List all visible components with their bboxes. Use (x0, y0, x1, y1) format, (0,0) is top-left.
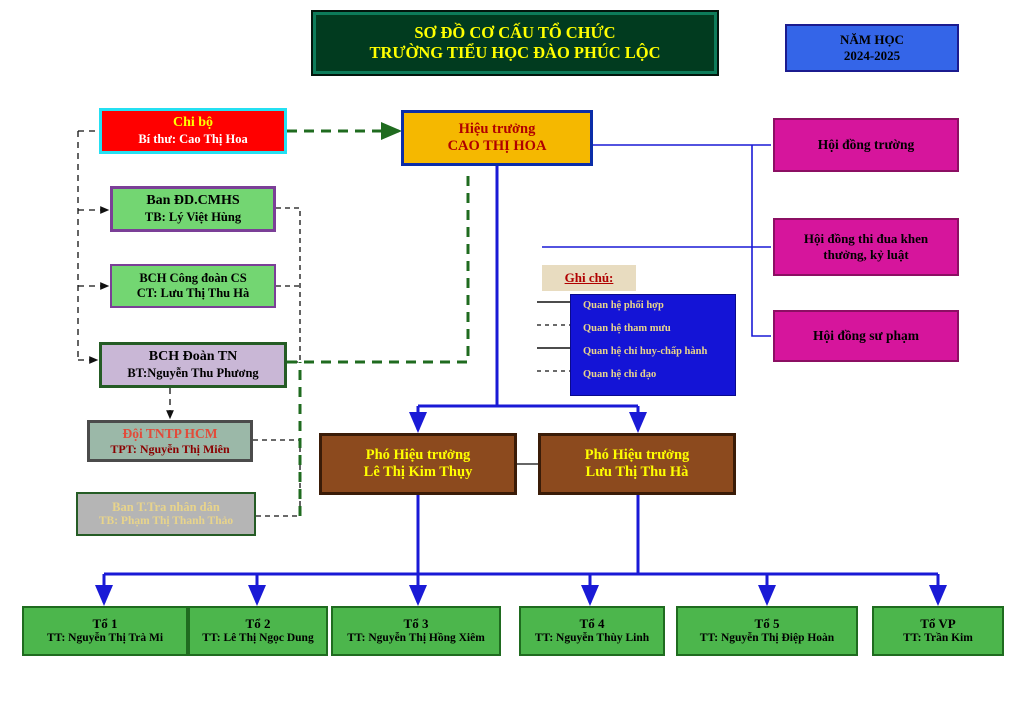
node-doi-tntp-hcm (87, 420, 253, 462)
node-to-1-person: TT: Nguyễn Thị Trà Mi (46, 631, 164, 644)
chart-title-line1: SƠ ĐỒ CƠ CẤU TỔ CHỨC (414, 23, 616, 43)
node-chi-bo-title: Chi bộ (172, 115, 214, 131)
chart-title-line2: TRƯỜNG TIỂU HỌC ĐÀO PHÚC LỘC (369, 43, 661, 62)
node-hieu-truong (401, 110, 593, 166)
legend-title: Ghi chú: (542, 265, 636, 291)
node-chi-bo (99, 108, 287, 154)
node-hieu-truong-title: Hiệu trưởng (458, 120, 536, 137)
node-doi-tntp-hcm-person: TPT: Nguyễn Thị Miên (110, 441, 230, 456)
node-to-4-title: Tổ 4 (579, 616, 605, 632)
node-to-3-person: TT: Nguyễn Thị Hồng Xiêm (347, 631, 485, 644)
legend-item-1-label: Quan hệ tham mưu (583, 322, 671, 334)
node-to-4 (519, 606, 665, 656)
node-bch-doan-tn-title: BCH Đoàn TN (148, 349, 238, 365)
node-to-5-title: Tổ 5 (754, 616, 780, 632)
node-pho-hieu-truong-2-person: Lưu Thị Thu Hà (585, 464, 689, 480)
node-to-vp-title: Tổ VP (920, 616, 956, 632)
node-pho-hieu-truong-2 (538, 433, 736, 495)
node-hoi-dong-thi-dua-line2: thưởng, kỷ luật (823, 247, 909, 262)
legend-item-0 (571, 295, 737, 317)
node-to-5-person: TT: Nguyễn Thị Điệp Hoàn (699, 631, 835, 644)
node-bch-doan-tn (99, 342, 287, 388)
legend-item-2-label: Quan hệ chỉ huy-chấp hành (583, 345, 708, 357)
node-ban-thanh-tra-person: TB: Phạm Thị Thanh Thảo (98, 514, 234, 527)
node-ban-dd-cmhs-title: Ban ĐD.CMHS (146, 193, 240, 209)
node-hoi-dong-truong-line1: Hội đồng trường (817, 136, 915, 152)
node-doi-tntp-hcm-title: Đội TNTP HCM (122, 425, 218, 441)
node-pho-hieu-truong-2-title: Phó Hiệu trưởng (584, 446, 690, 463)
node-to-1-title: Tổ 1 (92, 616, 118, 632)
node-to-vp-person: TT: Trần Kim (903, 631, 973, 644)
legend-box (570, 294, 736, 396)
node-to-5 (676, 606, 858, 656)
legend-item-0-label: Quan hệ phối hợp (583, 299, 664, 311)
node-hoi-dong-thi-dua-line1: Hội đồng thi đua khen (803, 231, 929, 247)
legend-item-1 (571, 318, 737, 340)
school-year-badge (785, 24, 959, 72)
node-to-3-title: Tổ 3 (403, 616, 429, 632)
node-hieu-truong-person: CAO THỊ HOA (447, 138, 547, 154)
node-ban-thanh-tra-title: Ban T.Tra nhân dân (112, 499, 220, 514)
legend-item-2 (571, 341, 737, 363)
node-bch-doan-tn-person: BT:Nguyễn Thu Phương (127, 365, 259, 380)
node-hoi-dong-su-pham-line1: Hội đồng sư phạm (812, 327, 919, 343)
school-year-value: 2024-2025 (843, 48, 901, 63)
node-pho-hieu-truong-1 (319, 433, 517, 495)
node-pho-hieu-truong-1-title: Phó Hiệu trưởng (365, 446, 471, 463)
node-chi-bo-person: Bí thư: Cao Thị Hoa (138, 131, 248, 146)
legend-item-3 (571, 364, 737, 386)
chart-title (313, 12, 717, 74)
legend-item-3-label: Quan hệ chỉ đạo (583, 368, 657, 380)
node-hoi-dong-su-pham (773, 310, 959, 362)
node-to-1 (22, 606, 188, 656)
node-to-vp (872, 606, 1004, 656)
node-bch-cong-doan (110, 264, 276, 308)
node-ban-dd-cmhs-person: TB: Lý Việt Hùng (144, 209, 242, 224)
node-ban-dd-cmhs (110, 186, 276, 232)
node-bch-cong-doan-person: CT: Lưu Thị Thu Hà (136, 286, 250, 300)
node-ban-thanh-tra (76, 492, 256, 536)
node-to-2-person: TT: Lê Thị Ngọc Dung (202, 631, 314, 644)
node-to-3 (331, 606, 501, 656)
node-to-2 (188, 606, 328, 656)
node-pho-hieu-truong-1-person: Lê Thị Kim Thụy (363, 464, 473, 480)
node-hoi-dong-thi-dua (773, 218, 959, 276)
school-year-label: NĂM HỌC (840, 32, 904, 48)
node-to-2-title: Tổ 2 (245, 616, 271, 632)
node-to-4-person: TT: Nguyễn Thùy Linh (534, 631, 650, 644)
node-bch-cong-doan-title: BCH Công đoàn CS (139, 271, 247, 285)
node-hoi-dong-truong (773, 118, 959, 172)
